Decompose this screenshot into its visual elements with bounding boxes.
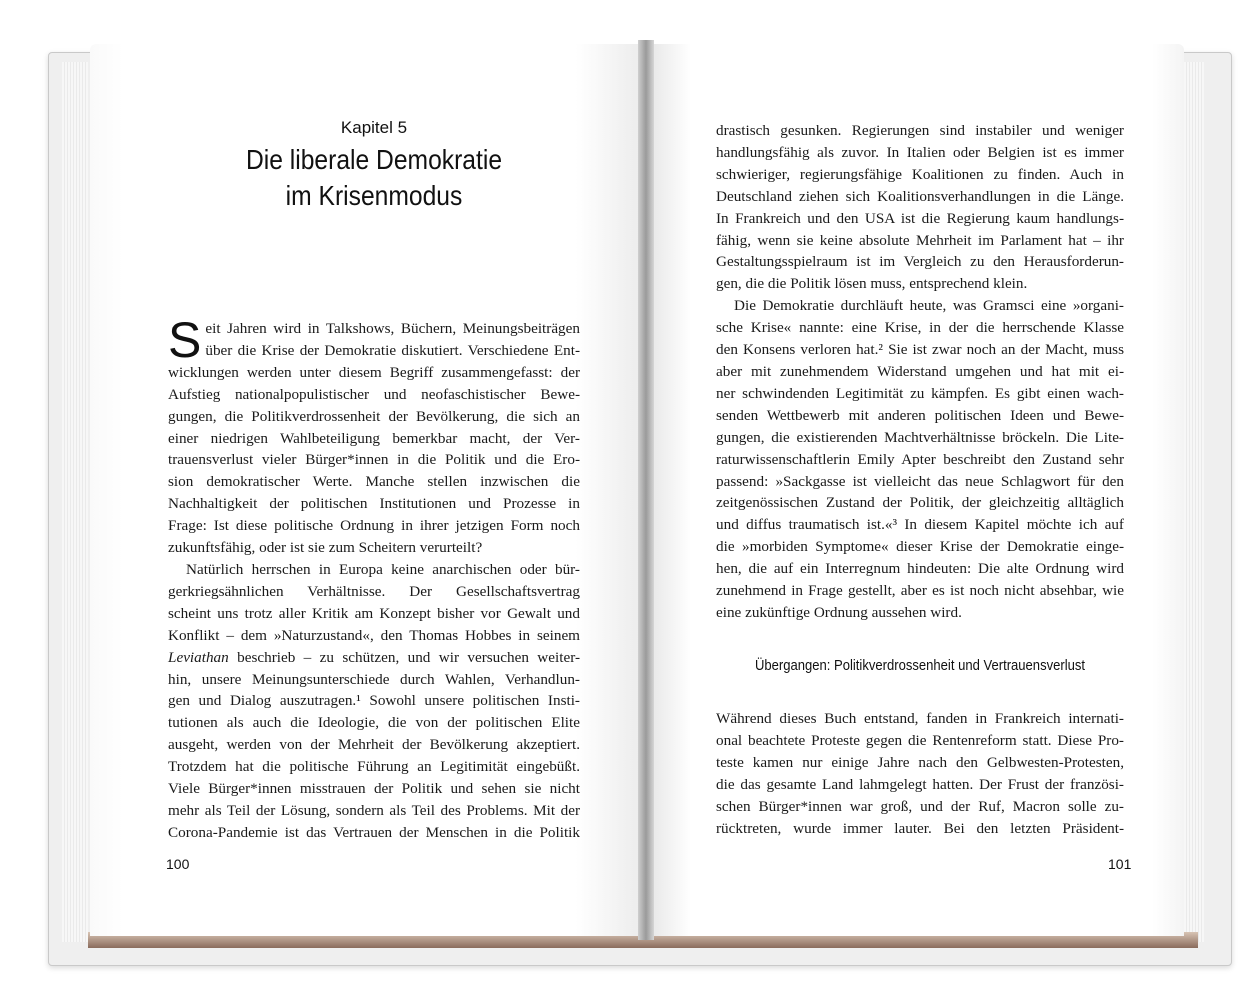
text-line: gen, die die Politik lösen muss, entsprechend klein. bbox=[716, 275, 1028, 293]
text-line: schwieriger, regierungsfähige Koalitionen zu finden. Auch in bbox=[716, 165, 1124, 183]
text-line: die »morbiden Symptome« dieser Krise der Demokratie einge- bbox=[716, 538, 1124, 556]
text-line: zunehmend in Frage gestellt, aber es ist noch nicht absehbar, wie bbox=[716, 582, 1124, 600]
text-line: Konflikt – dem »Naturzustand«, den Thomas Hobbes in seinem bbox=[168, 626, 580, 644]
right-body-text-bottom bbox=[716, 708, 1124, 839]
text-line: trauensverlust vieler Bürger*innen in die Politik und die Ero- bbox=[168, 451, 580, 469]
page-number-right: 101 bbox=[1108, 856, 1132, 872]
text-line: sion demokratischer Werte. Manche stellen inzwischen die bbox=[168, 473, 580, 491]
drop-cap: S bbox=[168, 312, 202, 368]
text-line: hin, unsere Meinungsunterschiede durch Wahlen, Verhandlun- bbox=[168, 670, 580, 688]
text-line: ausgeht, werden von der Mehrheit der Bevölkerung akzeptiert. bbox=[168, 736, 580, 754]
text-line: einer niedrigen Wahlbeteiligung bemerkbar macht, der Ver- bbox=[168, 429, 580, 447]
text-line: Corona-Pandemie ist das Vertrauen der Menschen in die Politik bbox=[168, 823, 580, 841]
text-line: ner schwindenden Legitimität zu kämpfen. Es gibt einen wach- bbox=[716, 384, 1124, 402]
text-line: onal beachtete Proteste gegen die Rentenreform statt. Diese Pro- bbox=[716, 731, 1124, 749]
text-line: eit Jahren wird in Talkshows, Büchern, Meinungsbeiträgen bbox=[205, 320, 580, 337]
text-line: zukunftsfähig, oder ist sie zum Scheitern verurteilt? bbox=[168, 539, 483, 557]
text-line: Die Demokratie durchläuft heute, was Gramsci eine »organi- bbox=[734, 297, 1124, 315]
text-line: passend: »Sackgasse ist vielleicht das neue Schlagwort für den bbox=[716, 472, 1124, 490]
text-line: zeitgenössischen Zustand der Politik, der gleichzeitig alltäglich bbox=[716, 494, 1124, 512]
text-line: senden Wettbewerb mit anderen politischen Ideen und Bewe- bbox=[716, 406, 1124, 424]
chapter-title-line: im Krisenmodus bbox=[285, 180, 463, 211]
text-line: In Frankreich und den USA ist die Regierung kaum handlungs- bbox=[716, 209, 1124, 227]
text-line: den Konsens verloren hat.² Sie ist zwar noch an der Macht, muss bbox=[716, 341, 1124, 359]
text-line: gungen, die existierenden Machtverhältnisse bröckeln. Die Lite- bbox=[716, 428, 1124, 446]
text-line: über die Krise der Demokratie diskutiert. Verschiedene Ent- bbox=[205, 341, 580, 359]
text-line: hen, die auf ein Interregnum hindeuten: Die alte Ordnung wird bbox=[716, 560, 1124, 578]
text-line: handlungsfähig als zuvor. In Italien oder Belgien ist es immer bbox=[716, 143, 1124, 161]
text-line: Trotzdem hat die politische Führung an Legitimität eingebüßt. bbox=[168, 758, 580, 776]
text-line: und diffus traumatisch ist.«³ In diesem Kapitel möchte ich auf bbox=[716, 516, 1124, 534]
left-body-text bbox=[168, 312, 580, 844]
text-line: Während dieses Buch entstand, fanden in Frankreich internati- bbox=[716, 710, 1124, 727]
text-line: schen Bürger*innen war groß, und der Ruf, Macron solle zu- bbox=[716, 797, 1124, 815]
text-line: die das gesamte Land lahmgelegt hatten. Der Frust der französi- bbox=[716, 775, 1124, 793]
text-line: fähig, wenn sie keine absolute Mehrheit im Parlament hat – ihr bbox=[716, 231, 1124, 249]
book-gutter bbox=[638, 40, 654, 940]
text-line: Nachhaltigkeit der politischen Institutionen und Prozesse in bbox=[168, 495, 580, 513]
text-line: gerkriegsähnlichen Verhältnisse. Der Gesellschaftsvertrag bbox=[168, 582, 580, 600]
text-line: drastisch gesunken. Regierungen sind instabiler und weniger bbox=[716, 122, 1124, 139]
right-body-text-top bbox=[716, 120, 1124, 624]
text-line: Gestaltungsspielraum ist im Vergleich zu den Herausforderun- bbox=[716, 253, 1124, 271]
text-line: rücktreten, wurde immer lauter. Bei den letzten Präsident- bbox=[716, 819, 1124, 837]
page-number-left: 100 bbox=[166, 856, 190, 872]
text-line: Aufstieg nationalpopulistischer und neofaschistischer Bewe- bbox=[168, 385, 580, 403]
text-line: gungen, die Politikverdrossenheit der Bevölkerung, die sich an bbox=[168, 407, 580, 425]
text-line: mehr als Teil der Lösung, sondern als Teil des Problems. Mit der bbox=[168, 801, 580, 819]
text-line: Frage: Ist diese politische Ordnung in ihrer jetzigen Form noch bbox=[168, 517, 580, 535]
text-line: gen und Dialog auszutragen.¹ Sowohl unsere politischen Insti- bbox=[168, 692, 580, 710]
text-line: sche Krise« nannte: eine Krise, in der die herrschende Klasse bbox=[716, 319, 1124, 337]
chapter-title bbox=[193, 142, 556, 214]
page-edges-left bbox=[62, 62, 88, 942]
chapter-label: Kapitel 5 bbox=[340, 118, 408, 137]
text-line: Deutschland ziehen sich Koalitionsverhandlungen in die Länge. bbox=[716, 187, 1124, 205]
text-line: teste kamen nur einige Jahre nach den Gelbwesten-Protesten, bbox=[716, 753, 1124, 771]
text-line: aber mit zunehmendem Widerstand umgehen und hat mit ei- bbox=[716, 362, 1124, 380]
chapter-title-line: Die liberale Demokratie bbox=[245, 144, 503, 175]
text-line: Viele Bürger*innen misstrauen der Politik und sehen sie nicht bbox=[168, 780, 580, 798]
text-line: Natürlich herrschen in Europa keine anarchischen oder bür- bbox=[186, 560, 580, 578]
text-line bbox=[168, 647, 580, 669]
text-fragment: beschrieb – zu schützen, und wir versuchen weiter- bbox=[228, 648, 580, 666]
text-line: scheint uns trotz aller Kritik am Konzept bisher vor Gewalt und bbox=[168, 604, 580, 622]
section-subheading: Übergangen: Politikverdrossenheit und Vertrauensverlust bbox=[754, 658, 1086, 674]
text-line: tutionen als auch die Ideologie, die von der politischen Elite bbox=[168, 714, 580, 732]
italic-title: Leviathan bbox=[168, 648, 229, 666]
text-line: wicklungen werden unter diesem Begriff zusammengefasst: der bbox=[168, 363, 580, 381]
text-line: eine zukünftige Ordnung aussehen wird. bbox=[716, 603, 962, 621]
text-line: raturwissenschaftlerin Emily Apter beschreibt den Zustand sehr bbox=[716, 450, 1124, 468]
